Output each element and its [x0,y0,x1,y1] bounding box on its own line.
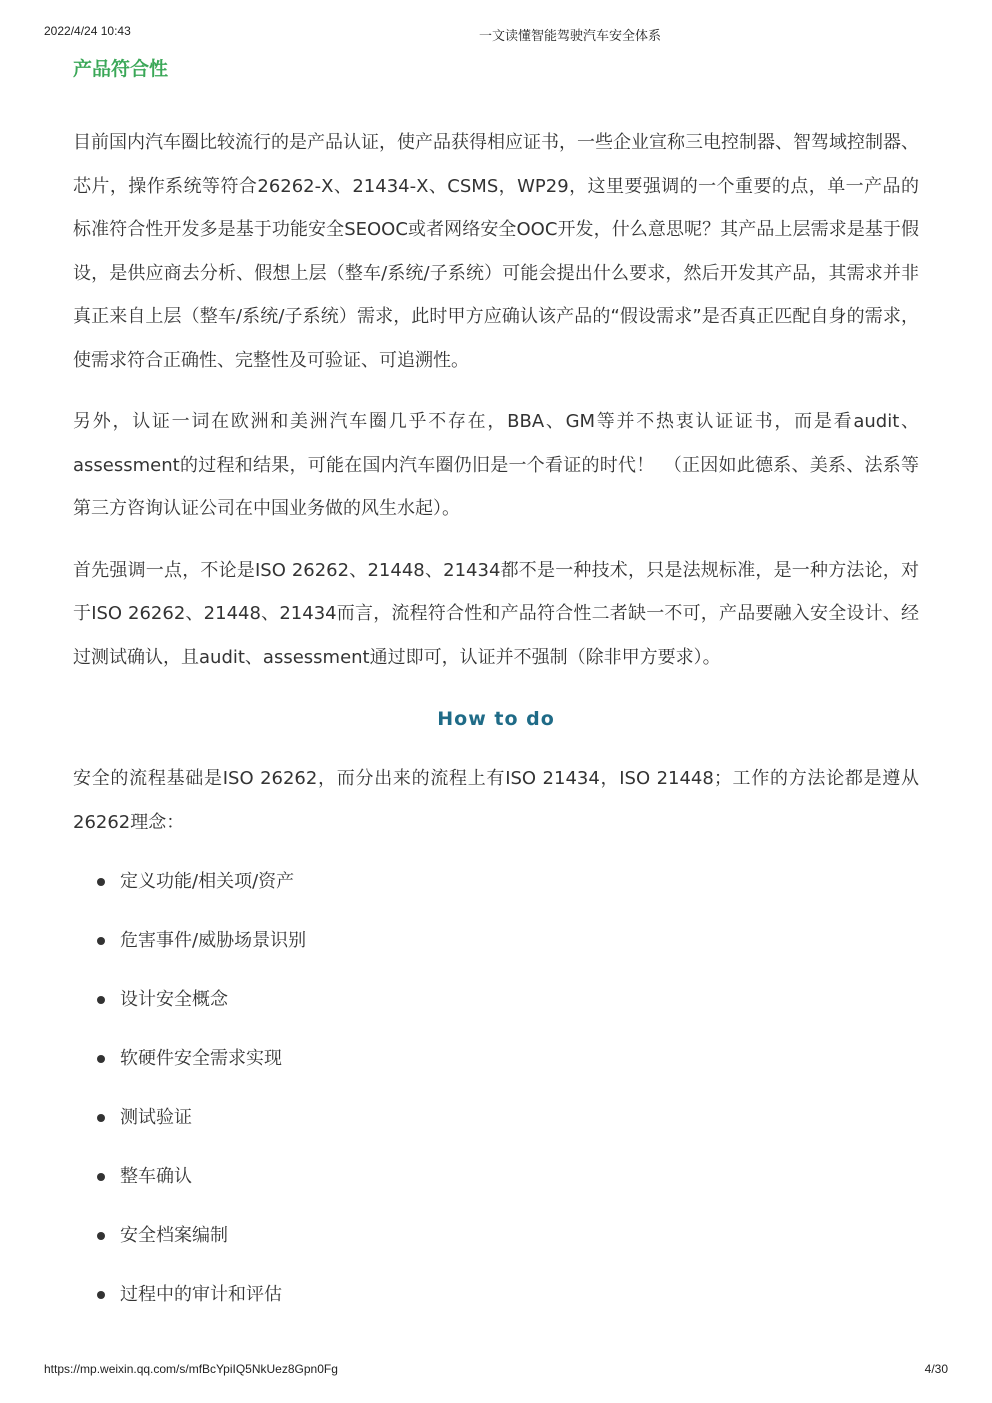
list-item-text: 过程中的审计和评估 [120,1284,282,1305]
paragraph-certification-in-europe-america: 另外，认证一词在欧洲和美洲汽车圈几乎不存在，BBA、GM等并不热衷认证证书，而是看audit、assessment的过程和结果，可能在国内汽车圈仍旧是一个看证的时代！ （正因如此德系、美系、法系等第三方咨询认证公司在中国业务做的风生水起）。 [73,411,919,519]
print-footer-url: https://mp.weixin.qq.com/s/mfBcYpiIQ5NkUez8Gpn0Fg [44,1362,338,1376]
bullet-icon [97,1114,105,1122]
bullet-icon [97,937,105,945]
paragraph-standards-methodology: 首先强调一点，不论是ISO 26262、21448、21434都不是一种技术，只是法规标准，是一种方法论，对于ISO 26262、21448、21434而言，流程符合性和产品符合性二者缺一不可，产品要融入安全设计、经过测试确认，且audit、assessment通过即可，认证并不强制（除非甲方要求）。 [73,559,919,668]
list-item-text: 设计安全概念 [120,989,228,1010]
list-item [73,927,919,955]
list-item-text: 整车确认 [120,1166,192,1187]
list-item [73,986,919,1014]
print-header-title: 一文读懂智能驾驶汽车安全体系 [478,29,661,44]
list-item [73,868,919,896]
bullet-icon [97,1291,105,1299]
list-item-text: 测试验证 [120,1107,192,1128]
list-item-text: 危害事件/威胁场景识别 [120,930,307,951]
bullet-icon [97,1173,105,1181]
list-item [73,1045,919,1073]
article-content [73,55,919,1340]
list-item [73,1281,919,1309]
bullet-icon [97,1055,105,1063]
section-heading-product-conformity: 产品符合性 [73,58,169,80]
print-page-number: 4/30 [924,1362,948,1376]
section-heading-how-to-do: How to do [437,708,555,730]
bullet-icon [97,996,105,1004]
print-datetime: 2022/4/24 10:43 [44,24,131,38]
list-item [73,1104,919,1132]
bullet-icon [97,1232,105,1240]
list-item-text: 定义功能/相关项/资产 [120,871,295,892]
bullet-icon [97,878,105,886]
list-item [73,1222,919,1250]
paragraph-process-foundation: 安全的流程基础是ISO 26262，而分出来的流程上有ISO 21434，ISO 21448；工作的方法论都是遵从26262理念： [73,768,919,833]
list-item-text: 安全档案编制 [120,1225,228,1246]
process-step-list [73,868,919,1309]
list-item-text: 软硬件安全需求实现 [120,1048,282,1069]
list-item [73,1163,919,1191]
paragraph-product-certification: 目前国内汽车圈比较流行的是产品认证，使产品获得相应证书，一些企业宣称三电控制器、智驾域控制器、芯片，操作系统等符合26262-X、21434-X、CSMS，WP29，这里要强调的一个重要的点，单一产品的标准符合性开发多是基于功能安全SEOOC或者网络安全OOC开发，什么意思呢？其产品上层需求是基于假设，是供应商去分析、假想上层（整车/系统/子系统）可能会提出什么要求，然后开发其产品，其需求并非真正来自上层（整车/系统/子系统）需求，此时甲方应确认该产品的“假设需求”是否真正匹配自身的需求，使需求符合正确性、完整性及可验证、可追溯性。 [73,132,919,371]
